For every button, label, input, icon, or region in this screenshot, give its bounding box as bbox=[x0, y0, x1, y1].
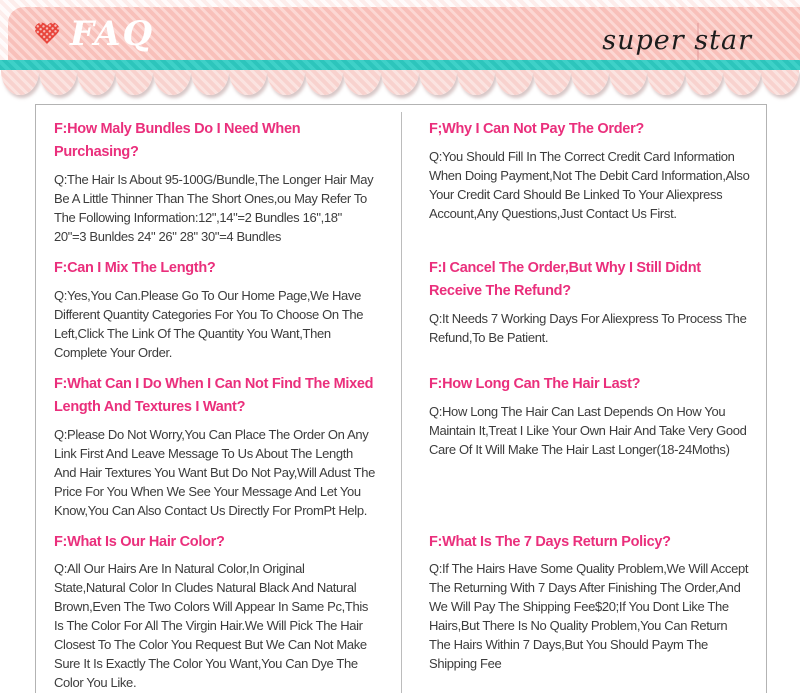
faq-answer: Q:You Should Fill In The Correct Credit Card Information When Doing Payment,Not The Debit Card Information,Also Your Credit Card Should Be Linked To Your Aliexpress Account,Any Questions,Just Contact Us First. bbox=[429, 148, 750, 221]
faq-answer: Q:If The Hairs Have Some Quality Problem,We Will Accept The Returning With 7 Days After Finishing The Order,And We Will Pay The Shipping Fee$20;If You Dont Like The Hairs,But There Is No Quality Problem,You Can Return The Hairs Within 7 Days,But You Should Paym The Shipping Fee bbox=[429, 561, 749, 672]
faq-item bbox=[54, 257, 375, 362]
scallop bbox=[609, 70, 647, 95]
scallop bbox=[1, 70, 39, 95]
faq-answer: Q:Please Do Not Worry,You Can Place The Order On Any Link First And Leave Message To Us About The Length And Hair Textures You Want But Do Not Pay,Will Adust The Price For You When We See Your Message And Let You Know,You Can Also Contact Us Directly For PromPt Help. bbox=[54, 426, 375, 518]
faq-item bbox=[429, 118, 750, 246]
scallop bbox=[153, 70, 191, 95]
banner bbox=[8, 7, 800, 60]
scallop bbox=[381, 70, 419, 95]
scallop bbox=[647, 70, 685, 95]
teal-divider bbox=[0, 60, 800, 70]
faq-question: F:How Long Can The Hair Last? bbox=[429, 375, 641, 392]
scallop bbox=[267, 70, 305, 95]
scallop bbox=[571, 70, 609, 95]
banner-area bbox=[0, 0, 800, 60]
scallop bbox=[419, 70, 457, 95]
faq-answer: Q:How Long The Hair Can Last Depends On How You Maintain It,Treat I Like Your Own Hair And Take Very Good Care Of It Will Make The Hair Last Longer(18-24Moths) bbox=[429, 403, 747, 457]
faq-question: F:Can I Mix The Length? bbox=[54, 259, 216, 276]
faq-answer: Q:All Our Hairs Are In Natural Color,In Original State,Natural Color In Cludes Natural Black And Natural Brown,Even The Two Colors Will Appear In Same Pc,This Is The Color For All The Virgin Hair.We Will Pick The Hair Closest To The Color You Request But We Can Not Make Sure It Is Exactly The Color You Want,You Can Dye The Color You Like. bbox=[54, 561, 369, 691]
scallop bbox=[229, 70, 267, 95]
faq-question: F;Why I Can Not Pay The Order? bbox=[429, 121, 644, 137]
scallop bbox=[723, 70, 761, 95]
faq-item bbox=[429, 531, 750, 693]
scallop bbox=[495, 70, 533, 95]
faq-item bbox=[54, 118, 375, 246]
faq-question: F:What Is Our Hair Color? bbox=[54, 533, 225, 550]
page-title: FAQ bbox=[70, 13, 155, 54]
scallop bbox=[115, 70, 153, 95]
heart-icon bbox=[34, 23, 60, 47]
scallop bbox=[685, 70, 723, 95]
faq-question: F:How Maly Bundles Do I Need When Purchasing? bbox=[54, 121, 301, 160]
scallop bbox=[77, 70, 115, 95]
faq-question: F:What Is The 7 Days Return Policy? bbox=[429, 533, 671, 550]
faq-answer: Q:It Needs 7 Working Days For Aliexpress To Process The Refund,To Be Patient. bbox=[429, 310, 747, 345]
scallop bbox=[305, 70, 343, 95]
page-header bbox=[0, 0, 800, 97]
faq-answer: Q:Yes,You Can.Please Go To Our Home Page,We Have Different Quantity Categories For You To Choose On The Left,Click The Link Of The Quantity You Want,Then Complete Your Order. bbox=[54, 287, 364, 360]
faq-item bbox=[429, 257, 750, 362]
faq-question: F:What Can I Do When I Can Not Find The Mixed Length And Textures I Want? bbox=[54, 375, 374, 415]
faq-item bbox=[54, 373, 375, 520]
scallop bbox=[39, 70, 77, 95]
faq-item bbox=[429, 373, 750, 520]
scallop bbox=[343, 70, 381, 95]
brand-logo-text: super star bbox=[602, 25, 752, 56]
scallop bbox=[761, 70, 799, 95]
faq-grid bbox=[54, 118, 750, 692]
scalloped-border bbox=[0, 70, 800, 97]
scallop bbox=[533, 70, 571, 95]
faq-content-box bbox=[35, 104, 767, 693]
scallop bbox=[457, 70, 495, 95]
scallop bbox=[191, 70, 229, 95]
faq-question: F:I Cancel The Order,But Why I Still Didnt Receive The Refund? bbox=[429, 259, 701, 299]
faq-answer: Q:The Hair Is About 95-100G/Bundle,The Longer Hair May Be A Little Thinner Than The Short Ones,ou May Refer To The Following Information:12",14"=2 Bundles 16",18" 20"=3 Bunldes 24" 26" 28" 30"=4 Bundles bbox=[54, 171, 374, 244]
faq-item bbox=[54, 531, 375, 693]
column-divider bbox=[401, 112, 402, 693]
